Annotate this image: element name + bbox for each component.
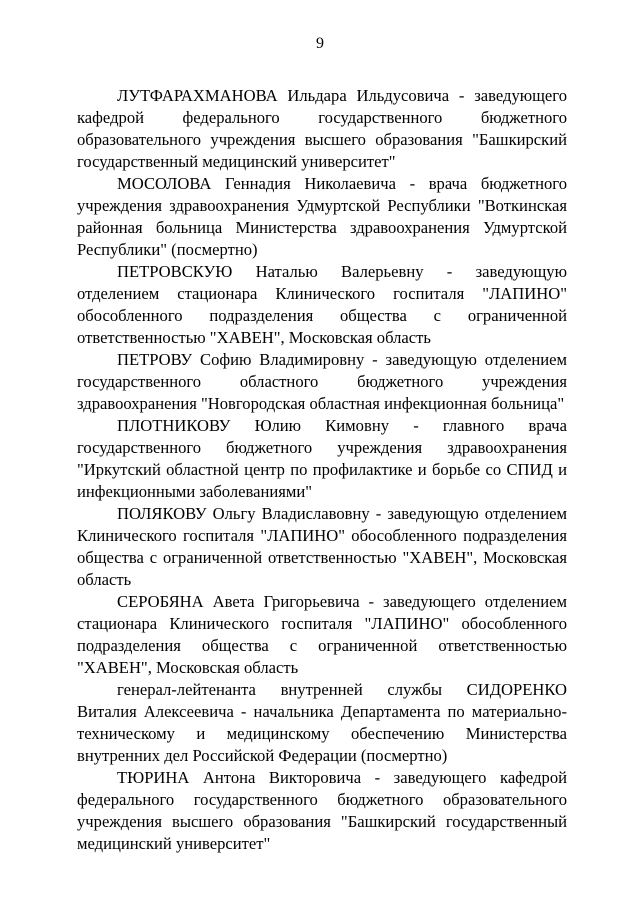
award-list — [77, 85, 567, 855]
award-entry-plotnikova: ПЛОТНИКОВУ Юлию Кимовну - главного врача государственного бюджетного учреждения здравоохранения "Иркутский областной центр по профилактике и борьбе со СПИД и инфекционными заболеваниями" — [77, 416, 567, 501]
page-number: 9 — [316, 35, 324, 52]
award-entry-lutfarakhmanov: ЛУТФАРАХМАНОВА Ильдара Ильдусовича - заведующего кафедрой федерального государственного бюджетного образовательного учреждения высшего образования "Башкирский государственный медицинский университет" — [77, 86, 567, 171]
award-entry-sidorenko: генерал-лейтенанта внутренней службы СИДОРЕНКО Виталия Алексеевича - начальника Департамента по материально-техническому и медицинскому обеспечению Министерства внутренних дел Российской Федерации (посмертно) — [77, 680, 567, 765]
award-entry-serobyan: СЕРОБЯНА Авета Григорьевича - заведующего отделением стационара Клинического госпиталя "ЛАПИНО" обособленного подразделения общества с ограниченной ответственностью "ХАВЕН", Московская область — [77, 592, 567, 677]
award-entry-petrovskaya: ПЕТРОВСКУЮ Наталью Валерьевну - заведующую отделением стационара Клинического госпиталя "ЛАПИНО" обособленного подразделения общества с ограниченной ответственностью "ХАВЕН", Московская область — [77, 262, 567, 347]
award-entry-polyakova: ПОЛЯКОВУ Ольгу Владиславовну - заведующую отделением Клинического госпиталя "ЛАПИНО" обособленного подразделения общества с ограниченной ответственностью "ХАВЕН", Московская область — [77, 504, 567, 589]
award-entry-petrova: ПЕТРОВУ Софию Владимировну - заведующую отделением государственного областного бюджетного учреждения здравоохранения "Новгородская областная инфекционная больница" — [77, 350, 567, 413]
award-entry-tyurin: ТЮРИНА Антона Викторовича - заведующего кафедрой федерального государственного бюджетного образовательного учреждения высшего образования "Башкирский государственный медицинский университет" — [77, 768, 567, 853]
award-entry-mosolov: МОСОЛОВА Геннадия Николаевича - врача бюджетного учреждения здравоохранения Удмуртской Республики "Воткинская районная больница Министерства здравоохранения Удмуртской Республики" (посмертно) — [77, 174, 567, 259]
